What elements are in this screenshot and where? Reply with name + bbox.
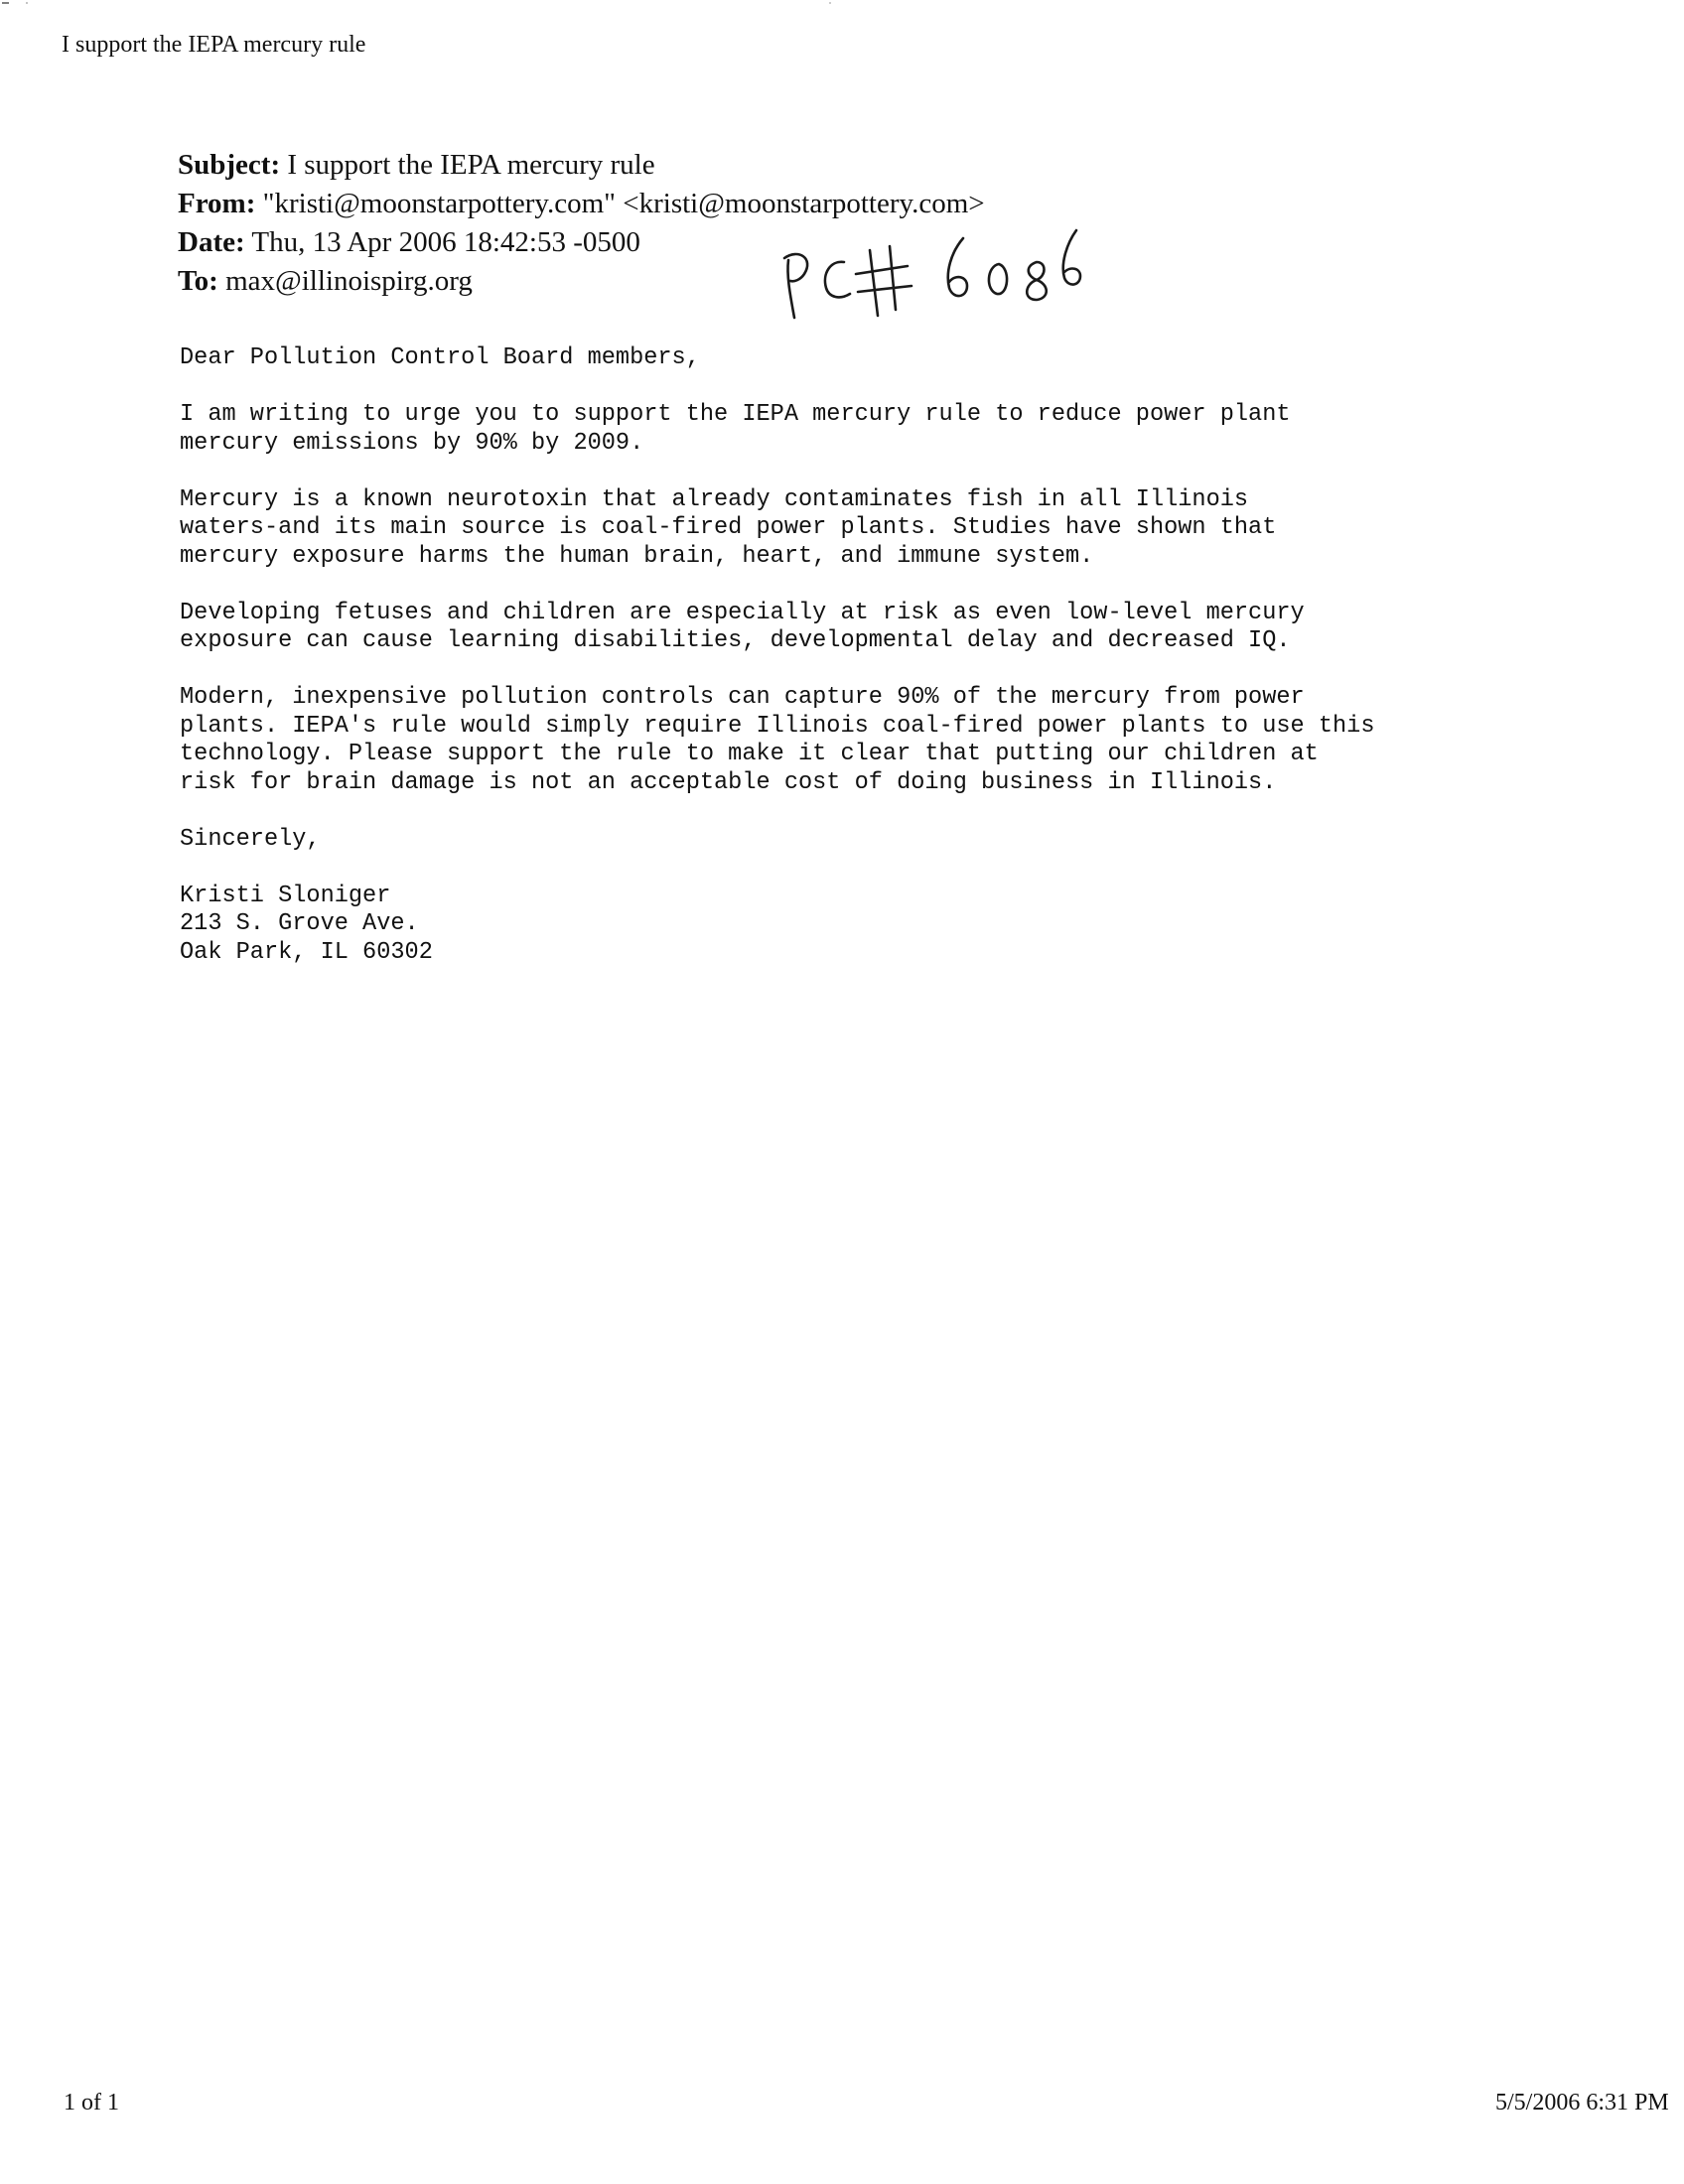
from-row	[178, 185, 1369, 223]
body-paragraph: Mercury is a known neurotoxin that already contaminates fish in all Illinois waters-and its main source is coal-fired power plants. Studies have shown that mercury exposure harms the human brain, heart, and immune system.	[180, 485, 1277, 570]
email-headers	[178, 146, 1369, 301]
date-row	[178, 223, 1369, 262]
page-count: 1 of 1	[64, 2090, 119, 2116]
from-label: From:	[178, 188, 256, 219]
signature-block: Kristi Sloniger 213 S. Grove Ave. Oak Park, IL 60302	[180, 882, 433, 966]
scan-edge-marks	[0, 0, 1684, 14]
body-paragraph: Modern, inexpensive pollution controls can capture 90% of the mercury from power plants. IEPA's rule would simply require Illinois coal-fired power plants to use this technology. Please support the rule to make it clear that putting our children at risk for brain damage is not an acceptable cost of doing business in Illinois.	[180, 684, 1375, 796]
page-header-title: I support the IEPA mercury rule	[62, 32, 366, 58]
closing: Sincerely,	[180, 825, 321, 853]
print-timestamp: 5/5/2006 6:31 PM	[1495, 2090, 1669, 2116]
email-body	[180, 344, 1570, 967]
date-label: Date:	[178, 226, 245, 258]
handwritten-annotation	[774, 226, 1092, 324]
to-label: To:	[178, 265, 218, 297]
date-value: Thu, 13 Apr 2006 18:42:53 -0500	[244, 226, 640, 258]
from-value: "kristi@moonstarpottery.com" <kristi@moonstarpottery.com>	[255, 188, 985, 219]
body-paragraph: Developing fetuses and children are especially at risk as even low-level mercury exposure can cause learning disabilities, developmental delay and decreased IQ.	[180, 599, 1305, 654]
subject-row	[178, 146, 1369, 185]
salutation: Dear Pollution Control Board members,	[180, 344, 700, 371]
subject-label: Subject:	[178, 149, 281, 181]
body-paragraph: I am writing to urge you to support the IEPA mercury rule to reduce power plant mercury emissions by 90% by 2009.	[180, 401, 1291, 457]
subject-value: I support the IEPA mercury rule	[280, 149, 655, 181]
to-row	[178, 262, 1369, 301]
to-value: max@illinoispirg.org	[217, 265, 473, 297]
